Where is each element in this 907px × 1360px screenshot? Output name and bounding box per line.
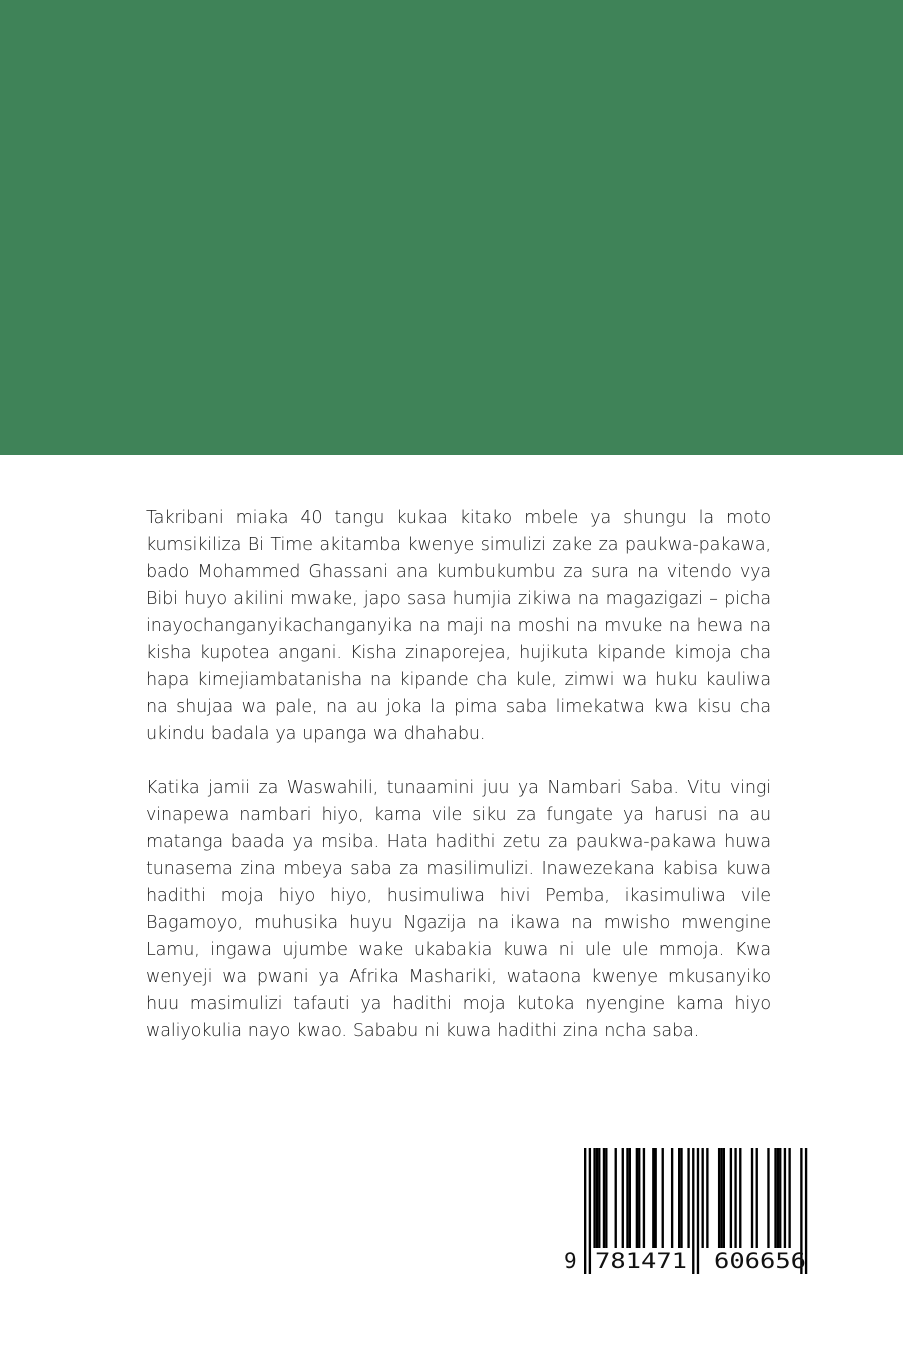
barcode-bar	[702, 1148, 704, 1248]
barcode-bar	[615, 1148, 617, 1248]
barcode-bar	[734, 1148, 736, 1248]
barcode-bar	[784, 1148, 786, 1248]
barcode-bar	[751, 1148, 753, 1248]
barcode-bar	[756, 1148, 758, 1248]
barcode-guard-bar	[589, 1148, 591, 1274]
barcode-bar	[779, 1148, 781, 1248]
barcode-bar	[596, 1148, 598, 1248]
barcode-prefix-digit: 9	[564, 1249, 577, 1273]
barcode-bar	[720, 1148, 722, 1248]
barcode-bar	[723, 1148, 725, 1248]
barcode-bar	[788, 1148, 790, 1248]
blurb-paragraph-2: Katika jamii za Waswahili, tunaamini juu ya Nambari Saba. Vitu vingi vinapewa nambari hiyo, kama vile siku za fungate ya harusi na au matanga baada ya msiba. Hata hadithi zetu za paukwa-pakawa huwa tunasema zina mbeya saba za masilimulizi. Inawezekana kabisa kuwa hadithi moja hiyo hiyo, husimuliwa hivi Pemba, ikasimuliwa vile Bagamoyo, muhusika huyu Ngazija na ikawa na mwisho mwengine Lamu, ingawa ujumbe wake ukabakia kuwa ni ule ule mmoja. Kwa wenyeji wa pwani ya Afrika Mashariki, wataona kwenye mkusanyiko huu masimulizi tafauti ya hadithi moja kutoka nyengine kama hiyo waliyokulia nayo kwao. Sababu ni kuwa hadithi zina ncha saba.	[146, 778, 771, 1041]
cover-color-band	[0, 0, 903, 455]
blurb-text	[146, 505, 771, 1045]
barcode-bar	[739, 1148, 741, 1248]
barcode-bar	[626, 1148, 628, 1248]
barcode-bar	[671, 1148, 673, 1248]
barcode-bar	[643, 1148, 645, 1248]
barcode-bar	[652, 1148, 654, 1248]
barcode-right-digits: 606656	[714, 1249, 806, 1273]
barcode-guard-bar	[584, 1148, 586, 1274]
barcode-bar	[678, 1148, 680, 1248]
blurb-paragraph-1: Takribani miaka 40 tangu kukaa kitako mbele ya shungu la moto kumsikiliza Bi Time akitamba kwenye simulizi zake za paukwa-pakawa, bado Mohammed Ghassani ana kumbukumbu za sura na vitendo vya Bibi huyo akilini mwake, japo sasa humjia zikiwa na magazigazi – picha inayochanganyikachanganyika na maji na moshi na mvuke na hewa na kisha kupotea angani. Kisha zinaporejea, hujikuta kipande kimoja cha hapa kimejiambatanisha na kipande cha kule, zimwi wa huku kauliwa na shujaa wa pale, na au joka la pima saba limekatwa kwa kisu cha ukindu badala ya upanga wa dhahabu.	[146, 508, 771, 744]
barcode-bar	[680, 1148, 682, 1248]
barcode-bar	[629, 1148, 631, 1248]
barcode-guard-bar	[692, 1148, 694, 1274]
barcode-bar	[638, 1148, 640, 1248]
barcode-bar	[774, 1148, 776, 1248]
barcode-bar	[718, 1148, 720, 1248]
barcode-bar	[777, 1148, 779, 1248]
barcode-bar	[598, 1148, 600, 1248]
barcode-bar	[593, 1148, 595, 1248]
barcode-bar	[687, 1148, 689, 1248]
barcode-graphic	[562, 1146, 824, 1276]
isbn-barcode	[562, 1146, 824, 1276]
barcode-bar	[636, 1148, 638, 1248]
barcode-bar	[605, 1148, 607, 1248]
barcode-bar	[730, 1148, 732, 1248]
barcode-bar	[706, 1148, 708, 1248]
barcode-bar	[767, 1148, 769, 1248]
barcode-bar	[622, 1148, 624, 1248]
barcode-left-digits: 781471	[595, 1249, 687, 1273]
barcode-bar	[603, 1148, 605, 1248]
barcode-guard-bar	[697, 1148, 699, 1274]
barcode-bar	[655, 1148, 657, 1248]
barcode-bar	[662, 1148, 664, 1248]
